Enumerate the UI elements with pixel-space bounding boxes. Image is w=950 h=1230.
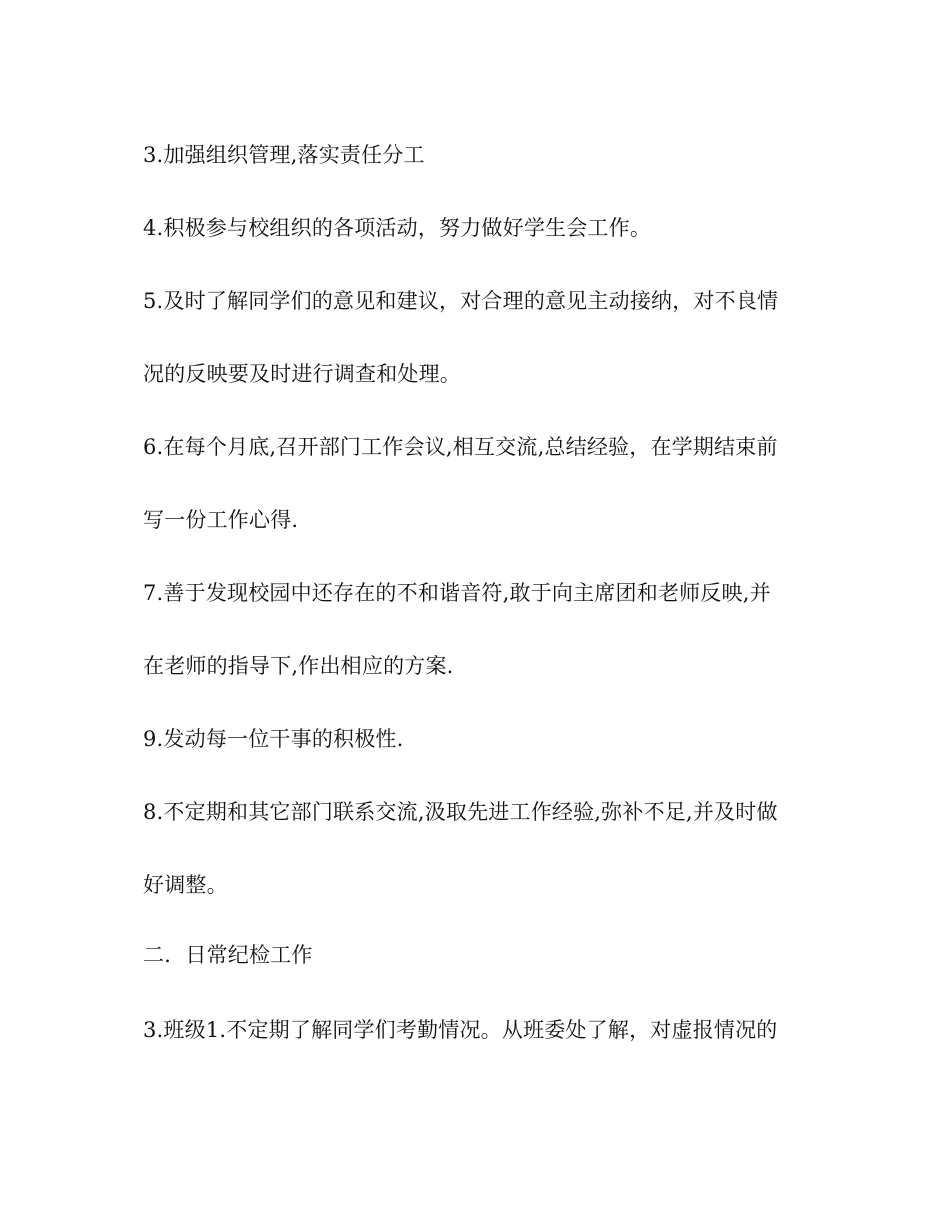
text-line: 在老师的指导下,作出相应的方案. [143,654,454,678]
text-line: 8.不定期和其它部门联系交流,汲取先进工作经验,弥补不足,并及时做 [143,800,778,824]
text-line: 6.在每个月底,召开部门工作会议,相互交流,总结经验，在学期结束前 [143,435,778,459]
text-line: 9.发动每一位干事的积极性. [143,727,404,751]
text-line: 5.及时了解同学们的意见和建议，对合理的意见主动接纳，对不良情 [143,289,779,313]
section-heading: 二．日常纪检工作 [143,943,313,967]
text-line: 3.加强组织管理,落实责任分工 [143,143,425,167]
text-line: 7.善于发现校园中还存在的不和谐音符,敢于向主席团和老师反映,并 [143,581,771,605]
text-line: 况的反映要及时进行调查和处理。 [143,362,461,386]
text-line: 写一份工作心得. [143,508,299,532]
text-line: 3.班级1.不定期了解同学们考勤情况。从班委处了解，对虚报情况的 [143,1018,778,1042]
text-line: 4.积极参与校组织的各项活动，努力做好学生会工作。 [143,216,652,240]
text-line: 好调整。 [143,873,228,897]
